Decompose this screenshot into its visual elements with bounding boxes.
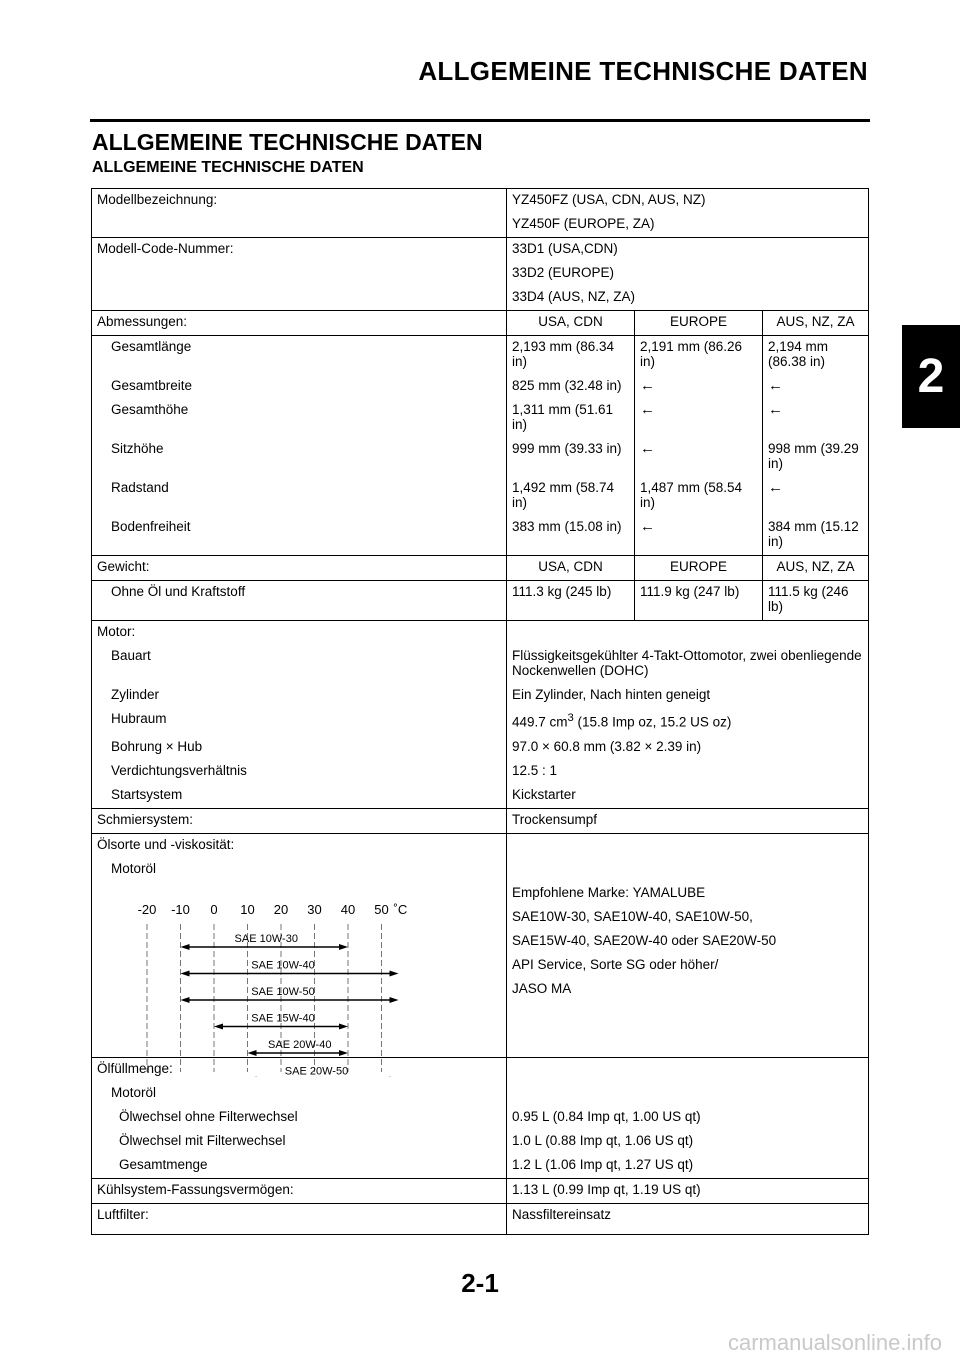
oil-line: SAE10W-30, SAE10W-40, SAE10W-50, <box>512 908 753 924</box>
same-as-left-arrow: ← <box>635 516 763 556</box>
page-number: 2-1 <box>461 1268 499 1298</box>
table-row <box>92 213 869 238</box>
spec-label: Zylinder <box>92 684 507 708</box>
tick-label: 40 <box>340 901 356 917</box>
spec-value: 97.0 × 60.8 mm (3.82 × 2.39 in) <box>507 736 869 760</box>
spec-value: 998 mm (39.29 in) <box>763 438 869 477</box>
spec-value: 33D1 (USA,CDN) <box>507 238 869 263</box>
spec-value: Nassfiltereinsatz <box>507 1203 869 1234</box>
range-arrow-right <box>339 1050 348 1056</box>
spec-value: YZ450F (EUROPE, ZA) <box>507 213 869 238</box>
spec-value: 1.0 L (0.88 Imp qt, 1.06 US qt) <box>507 1130 869 1154</box>
spec-value: 999 mm (39.33 in) <box>507 438 635 477</box>
spec-value: 1.2 L (1.06 Imp qt, 1.27 US qt) <box>507 1154 869 1179</box>
spec-value: 2,194 mm (86.38 in) <box>763 336 869 376</box>
tick-label: 0 <box>210 901 218 917</box>
oil-viscosity-chart <box>92 882 474 1077</box>
series-label: SAE 15W-40 <box>251 1012 315 1024</box>
table-row <box>92 286 869 311</box>
spec-label: Gesamtmenge <box>92 1154 507 1179</box>
table-row <box>92 1203 869 1234</box>
series-label: SAE 10W-30 <box>234 932 298 945</box>
spec-value: 111.9 kg (247 lb) <box>635 581 763 621</box>
spec-label: Bauart <box>92 645 507 684</box>
spec-value <box>507 708 869 736</box>
spec-value: 384 mm (15.12 in) <box>763 516 869 556</box>
spec-value: YZ450FZ (USA, CDN, AUS, NZ) <box>507 189 869 214</box>
header-rule <box>90 119 870 122</box>
table-row <box>92 399 869 438</box>
spec-value: Ein Zylinder, Nach hinten geneigt <box>507 684 869 708</box>
spec-value: Trockensumpf <box>507 808 869 833</box>
table-row <box>92 516 869 556</box>
spec-label: Bodenfreiheit <box>92 516 507 556</box>
oil-line: API Service, Sorte SG oder höher/ <box>512 956 719 972</box>
superscript: 3 <box>567 712 574 724</box>
header-title: ALLGEMEINE TECHNISCHE DATEN <box>418 56 868 86</box>
table-row <box>92 621 869 646</box>
spec-value: 111.3 kg (245 lb) <box>507 581 635 621</box>
column-header: EUROPE <box>635 556 763 581</box>
table-row <box>92 833 869 858</box>
column-header: USA, CDN <box>507 311 635 336</box>
table-row <box>92 1082 869 1106</box>
spec-label: Ölfüllmenge: <box>92 1057 507 1082</box>
table-row <box>92 556 869 581</box>
table-row <box>92 581 869 621</box>
table-row <box>92 262 869 286</box>
same-as-left-arrow: ← <box>635 399 763 438</box>
table-row <box>92 1154 869 1179</box>
same-as-left-arrow: ← <box>635 438 763 477</box>
spec-value: 12.5 : 1 <box>507 760 869 784</box>
table-row <box>92 708 869 736</box>
tick-label: -10 <box>171 901 190 917</box>
column-header: USA, CDN <box>507 556 635 581</box>
spec-label: Motor: <box>92 621 507 646</box>
same-as-left-arrow: ← <box>763 375 869 399</box>
spec-value: 2,193 mm (86.34 in) <box>507 336 635 376</box>
spec-label: Ölsorte und -viskosität: <box>92 833 507 858</box>
spec-value: 383 mm (15.08 in) <box>507 516 635 556</box>
table-row <box>92 736 869 760</box>
column-header: AUS, NZ, ZA <box>763 311 869 336</box>
table-row <box>92 189 869 214</box>
range-arrow-left <box>181 944 190 950</box>
tick-label: 20 <box>273 901 289 917</box>
table-row <box>92 238 869 263</box>
spec-label: Verdichtungsverhältnis <box>92 760 507 784</box>
spec-value: 33D4 (AUS, NZ, ZA) <box>507 286 869 311</box>
spec-label: Motoröl <box>92 858 507 882</box>
range-arrow-right <box>339 1023 348 1029</box>
series-label: SAE 10W-50 <box>251 985 315 998</box>
displacement-suffix: (15.8 Imp oz, 15.2 US oz) <box>573 714 732 730</box>
range-arrow-right <box>390 997 399 1003</box>
spec-label: Ölwechsel ohne Filterwechsel <box>92 1106 507 1130</box>
table-row <box>92 882 869 1058</box>
oil-line: SAE15W-40, SAE20W-40 oder SAE20W-50 <box>512 932 777 948</box>
spec-label: Ölwechsel mit Filterwechsel <box>92 1130 507 1154</box>
spec-label: Sitzhöhe <box>92 438 507 477</box>
table-row <box>92 438 869 477</box>
table-row <box>92 784 869 809</box>
spec-label: Gesamtlänge <box>92 336 507 376</box>
spec-label: Ohne Öl und Kraftstoff <box>92 581 507 621</box>
same-as-left-arrow: ← <box>635 375 763 399</box>
range-arrow-right <box>339 944 348 950</box>
section-title: ALLGEMEINE TECHNISCHE DATEN <box>92 129 483 155</box>
range-arrow-left <box>181 970 190 976</box>
chapter-tab: 2 <box>902 325 960 428</box>
table-row <box>92 1178 869 1203</box>
oil-line: JASO MA <box>512 980 572 996</box>
spec-value: 1,487 mm (58.54 in) <box>635 477 763 516</box>
spec-label: Schmiersystem: <box>92 808 507 833</box>
table-row <box>92 684 869 708</box>
column-header: AUS, NZ, ZA <box>763 556 869 581</box>
table-row <box>92 808 869 833</box>
series-label: SAE 20W-50 <box>284 1065 349 1077</box>
range-arrow-left <box>248 1076 257 1077</box>
tick-label: 50 <box>374 901 389 917</box>
spec-value: 111.5 kg (246 lb) <box>763 581 869 621</box>
spec-label: Bohrung × Hub <box>92 736 507 760</box>
spec-label: Motoröl <box>92 1082 507 1106</box>
spec-value: Flüssigkeitsgekühlter 4-Takt-Ottomotor, zwei obenliegende Nockenwellen (DOHC) <box>507 645 869 684</box>
spec-value: 1,492 mm (58.74 in) <box>507 477 635 516</box>
displacement-value: 449.7 cm <box>512 714 568 730</box>
spec-value: 1.13 L (0.99 Imp qt, 1.19 US qt) <box>507 1178 869 1203</box>
spec-label: Gesamthöhe <box>92 399 507 438</box>
section-subtitle: ALLGEMEINE TECHNISCHE DATEN <box>92 159 364 176</box>
column-header: EUROPE <box>635 311 763 336</box>
spec-label: Modellbezeichnung: <box>92 189 507 214</box>
range-arrow-left <box>181 997 190 1003</box>
table-row <box>92 1130 869 1154</box>
table-row <box>92 477 869 516</box>
spec-label: Abmessungen: <box>92 311 507 336</box>
spec-label: Luftfilter: <box>92 1203 507 1234</box>
table-row <box>92 645 869 684</box>
spec-label: Hubraum <box>92 708 507 736</box>
table-row <box>92 760 869 784</box>
tick-label: -20 <box>137 901 157 917</box>
table-row <box>92 1106 869 1130</box>
spec-value: 1,311 mm (51.61 in) <box>507 399 635 438</box>
oil-line: Empfohlene Marke: YAMALUBE <box>512 884 706 900</box>
spec-value: 2,191 mm (86.26 in) <box>635 336 763 376</box>
spec-label: Kühlsystem-Fassungsvermögen: <box>92 1178 507 1203</box>
spec-label: Radstand <box>92 477 507 516</box>
table-row <box>92 311 869 336</box>
table-row <box>92 336 869 376</box>
unit-label: ˚C <box>393 901 408 917</box>
watermark: carmanualsonline.info <box>727 1330 942 1355</box>
spec-value: 825 mm (32.48 in) <box>507 375 635 399</box>
spec-table <box>91 188 869 1235</box>
same-as-left-arrow: ← <box>763 477 869 516</box>
series-label: SAE 20W-40 <box>268 1038 332 1051</box>
table-row <box>92 375 869 399</box>
spec-label: Gesamtbreite <box>92 375 507 399</box>
spec-value: Kickstarter <box>507 784 869 809</box>
oil-recommendation <box>507 882 869 1058</box>
tick-label: 30 <box>307 901 322 917</box>
spec-value: 0.95 L (0.84 Imp qt, 1.00 US qt) <box>507 1106 869 1130</box>
range-arrow-right <box>390 970 399 976</box>
range-arrow-left <box>214 1023 223 1029</box>
spec-label: Startsystem <box>92 784 507 809</box>
spec-value: 33D2 (EUROPE) <box>507 262 869 286</box>
range-arrow-right <box>390 1076 399 1077</box>
spec-label: Gewicht: <box>92 556 507 581</box>
tick-label: 10 <box>240 901 255 917</box>
series-label: SAE 10W-40 <box>251 959 315 971</box>
same-as-left-arrow: ← <box>763 399 869 438</box>
spec-label: Modell-Code-Nummer: <box>92 238 507 263</box>
table-row <box>92 858 869 882</box>
range-arrow-left <box>248 1050 257 1056</box>
